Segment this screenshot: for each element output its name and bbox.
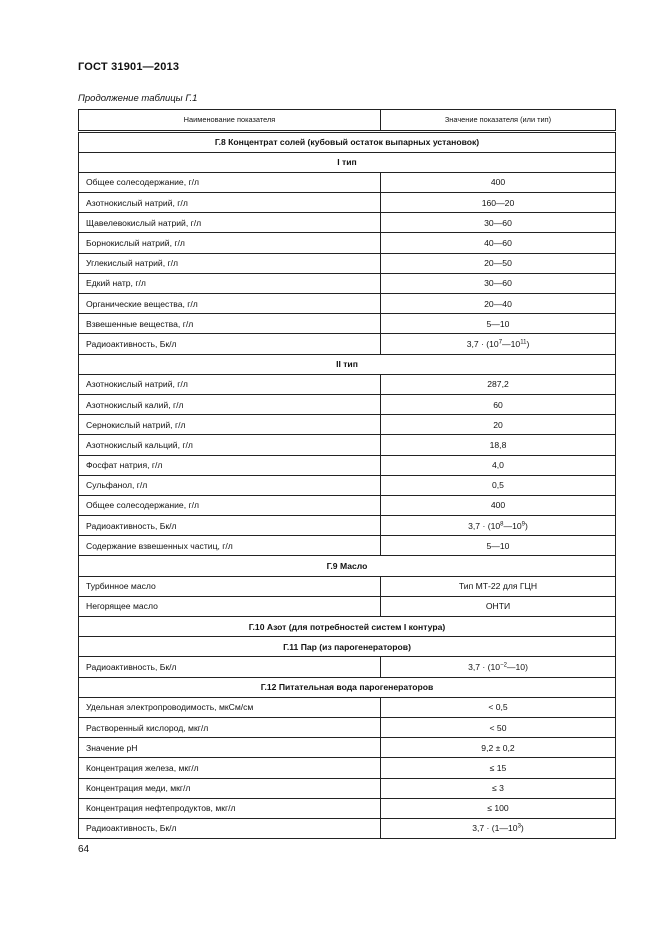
section-title: Г.11 Пар (из парогенераторов) <box>79 637 616 657</box>
indicator-name: Радиоактивность, Бк/л <box>79 818 381 838</box>
section-title: Г.12 Питательная вода парогенераторов <box>79 677 616 697</box>
section-title: Г.9 Масло <box>79 556 616 576</box>
section-header-g9 <box>79 556 616 576</box>
indicator-name: Удельная электропроводимость, мкСм/см <box>79 697 381 717</box>
indicator-value: 60 <box>381 394 616 414</box>
indicator-value: ≤ 3 <box>381 778 616 798</box>
indicator-name: Концентрация железа, мкг/л <box>79 758 381 778</box>
indicator-value: 40—60 <box>381 233 616 253</box>
indicator-name: Взвешенные вещества, г/л <box>79 314 381 334</box>
column-header-name: Наименование показателя <box>79 110 381 132</box>
indicator-value: 0,5 <box>381 475 616 495</box>
indicator-name: Содержание взвешенных частиц, г/л <box>79 536 381 556</box>
table-row <box>79 596 616 616</box>
indicator-value: 20—40 <box>381 294 616 314</box>
table-row <box>79 193 616 213</box>
indicator-name: Сульфанол, г/л <box>79 475 381 495</box>
indicator-name: Радиоактивность, Бк/л <box>79 334 381 354</box>
table-row <box>79 495 616 515</box>
indicator-value: 20—50 <box>381 253 616 273</box>
subsection-title: II тип <box>79 354 616 374</box>
indicator-name: Общее солесодержание, г/л <box>79 172 381 192</box>
indicator-value: 287,2 <box>381 374 616 394</box>
column-header-value: Значение показателя (или тип) <box>381 110 616 132</box>
table-row <box>79 657 616 677</box>
table-row <box>79 536 616 556</box>
indicator-value: $3,7 \cdot (1—10^3)$ <box>381 818 616 838</box>
indicator-value: 9,2 ± 0,2 <box>381 738 616 758</box>
table-row <box>79 516 616 536</box>
table-header-row <box>79 110 616 132</box>
indicator-name: Азотнокислый кальций, г/л <box>79 435 381 455</box>
section-title: Г.10 Азот (для потребностей систем I контура) <box>79 617 616 637</box>
indicator-value: < 50 <box>381 717 616 737</box>
table-row <box>79 697 616 717</box>
indicator-name: Органические вещества, г/л <box>79 294 381 314</box>
table-row <box>79 294 616 314</box>
table-row <box>79 818 616 838</box>
table-row <box>79 273 616 293</box>
indicator-value: ≤ 15 <box>381 758 616 778</box>
table-row <box>79 576 616 596</box>
table-row <box>79 253 616 273</box>
indicator-value: 30—60 <box>381 273 616 293</box>
section-header-g8 <box>79 131 616 152</box>
table-row <box>79 455 616 475</box>
indicator-value: $3,7 \cdot (10^7—10^{11})$ <box>381 334 616 354</box>
indicator-name: Борнокислый натрий, г/л <box>79 233 381 253</box>
table-row <box>79 334 616 354</box>
indicator-name: Щавелевокислый натрий, г/л <box>79 213 381 233</box>
table-row <box>79 394 616 414</box>
table-row <box>79 213 616 233</box>
indicator-value: 18,8 <box>381 435 616 455</box>
indicator-value: < 0,5 <box>381 697 616 717</box>
section-header-g10 <box>79 617 616 637</box>
indicator-name: Углекислый натрий, г/л <box>79 253 381 273</box>
indicator-name: Концентрация меди, мкг/л <box>79 778 381 798</box>
indicator-name: Значение pH <box>79 738 381 758</box>
indicator-name: Концентрация нефтепродуктов, мкг/л <box>79 798 381 818</box>
indicator-value: 400 <box>381 172 616 192</box>
subsection-title: I тип <box>79 152 616 172</box>
table-row <box>79 778 616 798</box>
table-row <box>79 717 616 737</box>
table-row <box>79 314 616 334</box>
indicator-value: 20 <box>381 415 616 435</box>
section-title: Г.8 Концентрат солей (кубовый остаток выпарных установок) <box>79 131 616 152</box>
indicator-name: Радиоактивность, Бк/л <box>79 516 381 536</box>
table-row <box>79 233 616 253</box>
table-row <box>79 738 616 758</box>
indicator-name: Фосфат натрия, г/л <box>79 455 381 475</box>
page-number: 64 <box>78 844 90 855</box>
table-row <box>79 172 616 192</box>
table-row <box>79 374 616 394</box>
indicator-name: Азотнокислый натрий, г/л <box>79 374 381 394</box>
subsection-type-2 <box>79 354 616 374</box>
indicator-name: Негорящее масло <box>79 596 381 616</box>
indicator-name: Радиоактивность, Бк/л <box>79 657 381 677</box>
indicator-value: Тип МТ-22 для ГЦН <box>381 576 616 596</box>
table-row <box>79 415 616 435</box>
indicator-value: 5—10 <box>381 314 616 334</box>
indicators-table <box>78 109 616 839</box>
table-row <box>79 435 616 455</box>
section-header-g12 <box>79 677 616 697</box>
indicator-value: 5—10 <box>381 536 616 556</box>
indicator-value: 400 <box>381 495 616 515</box>
table-row <box>79 475 616 495</box>
indicator-name: Сернокислый натрий, г/л <box>79 415 381 435</box>
indicator-value: ОНТИ <box>381 596 616 616</box>
table-continuation-label: Продолжение таблицы Г.1 <box>78 93 198 104</box>
indicator-value: 4,0 <box>381 455 616 475</box>
table-row <box>79 758 616 778</box>
indicator-name: Азотнокислый калий, г/л <box>79 394 381 414</box>
indicator-name: Общее солесодержание, г/л <box>79 495 381 515</box>
indicator-value: $3,7 \cdot (10^{-2}—10)$ <box>381 657 616 677</box>
indicator-value: $3,7 \cdot (10^8—10^9)$ <box>381 516 616 536</box>
indicator-name: Азотнокислый натрий, г/л <box>79 193 381 213</box>
indicator-value: 160—20 <box>381 193 616 213</box>
indicator-name: Турбинное масло <box>79 576 381 596</box>
indicator-name: Едкий натр, г/л <box>79 273 381 293</box>
table-row <box>79 798 616 818</box>
subsection-type-1 <box>79 152 616 172</box>
indicator-name: Растворенный кислород, мкг/л <box>79 717 381 737</box>
indicator-value: ≤ 100 <box>381 798 616 818</box>
indicator-value: 30—60 <box>381 213 616 233</box>
document-code: ГОСТ 31901—2013 <box>78 61 180 73</box>
section-header-g11 <box>79 637 616 657</box>
